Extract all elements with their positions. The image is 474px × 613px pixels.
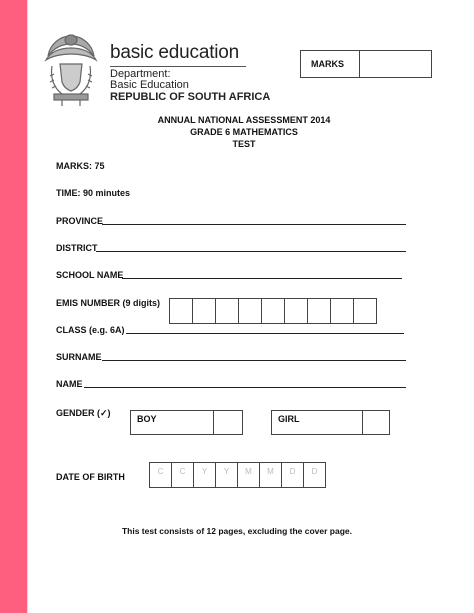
province-field[interactable] — [102, 224, 406, 225]
dob-placeholder: D — [311, 467, 318, 476]
page-count-note: This test consists of 12 pages, excluding the cover page. — [121, 526, 353, 536]
dob-digit-box[interactable] — [282, 463, 304, 487]
emis-boxes[interactable] — [169, 298, 377, 324]
emis-digit-box[interactable] — [331, 299, 354, 323]
name-label: NAME — [56, 379, 83, 389]
district-field[interactable] — [96, 251, 406, 252]
grade-subject: GRADE 6 MATHEMATICS — [190, 127, 298, 137]
assessment-title: ANNUAL NATIONAL ASSESSMENT 2014 — [157, 115, 331, 125]
dob-placeholder: M — [245, 467, 252, 476]
dob-digit-box[interactable] — [216, 463, 238, 487]
country-name: REPUBLIC OF SOUTH AFRICA — [110, 91, 271, 103]
emis-digit-box[interactable] — [285, 299, 308, 323]
date-of-birth-label: DATE OF BIRTH — [56, 472, 125, 482]
emis-digit-box[interactable] — [170, 299, 193, 323]
dob-placeholder: M — [267, 467, 274, 476]
marks-box-divider — [359, 51, 360, 77]
boy-label: BOY — [137, 414, 157, 424]
dob-placeholder: Y — [223, 467, 230, 476]
dob-placeholder: C — [157, 467, 164, 476]
emis-digit-box[interactable] — [262, 299, 285, 323]
dob-digit-box[interactable] — [304, 463, 325, 487]
emis-digit-box[interactable] — [216, 299, 239, 323]
school-name-label: SCHOOL NAME — [56, 270, 124, 280]
emis-digit-box[interactable] — [308, 299, 331, 323]
class-label: CLASS (e.g. 6A) — [56, 325, 125, 335]
girl-label: GIRL — [278, 414, 300, 424]
dob-placeholder: Y — [201, 467, 208, 476]
dob-digit-box[interactable] — [172, 463, 194, 487]
test-label: TEST — [232, 139, 256, 149]
side-color-bar — [0, 0, 27, 613]
district-label: DISTRICT — [56, 243, 98, 253]
gender-boy-box[interactable] — [130, 410, 243, 435]
dob-placeholder: D — [289, 467, 296, 476]
boy-tick-divider — [213, 411, 214, 434]
school-name-field[interactable] — [122, 278, 402, 279]
surname-field[interactable] — [102, 360, 406, 361]
department-name: Basic Education — [110, 79, 189, 91]
dob-digit-box[interactable] — [260, 463, 282, 487]
emis-digit-box[interactable] — [354, 299, 376, 323]
marks-box — [300, 50, 432, 78]
time-allowed: TIME: 90 minutes — [56, 188, 131, 198]
total-marks: MARKS: 75 — [56, 161, 105, 171]
emis-digit-box[interactable] — [193, 299, 216, 323]
emis-digit-box[interactable] — [239, 299, 262, 323]
name-field[interactable] — [84, 387, 406, 388]
girl-tick-divider — [362, 411, 363, 434]
class-field[interactable] — [126, 333, 404, 334]
page-edge — [27, 0, 28, 613]
dob-digit-box[interactable] — [194, 463, 216, 487]
coat-of-arms-icon — [40, 30, 102, 108]
brand-title: basic education — [110, 42, 240, 63]
dob-placeholder: C — [179, 467, 186, 476]
surname-label: SURNAME — [56, 352, 102, 362]
emis-label: EMIS NUMBER (9 digits) — [56, 298, 161, 308]
gender-label: GENDER (✓) — [56, 408, 111, 418]
marks-box-label: MARKS — [311, 59, 344, 69]
brand-underline — [110, 66, 246, 67]
dob-digit-box[interactable] — [150, 463, 172, 487]
province-label: PROVINCE — [56, 216, 104, 226]
dob-boxes[interactable] — [149, 462, 326, 488]
gender-girl-box[interactable] — [271, 410, 390, 435]
dob-digit-box[interactable] — [238, 463, 260, 487]
department-label: Department: — [110, 68, 171, 80]
